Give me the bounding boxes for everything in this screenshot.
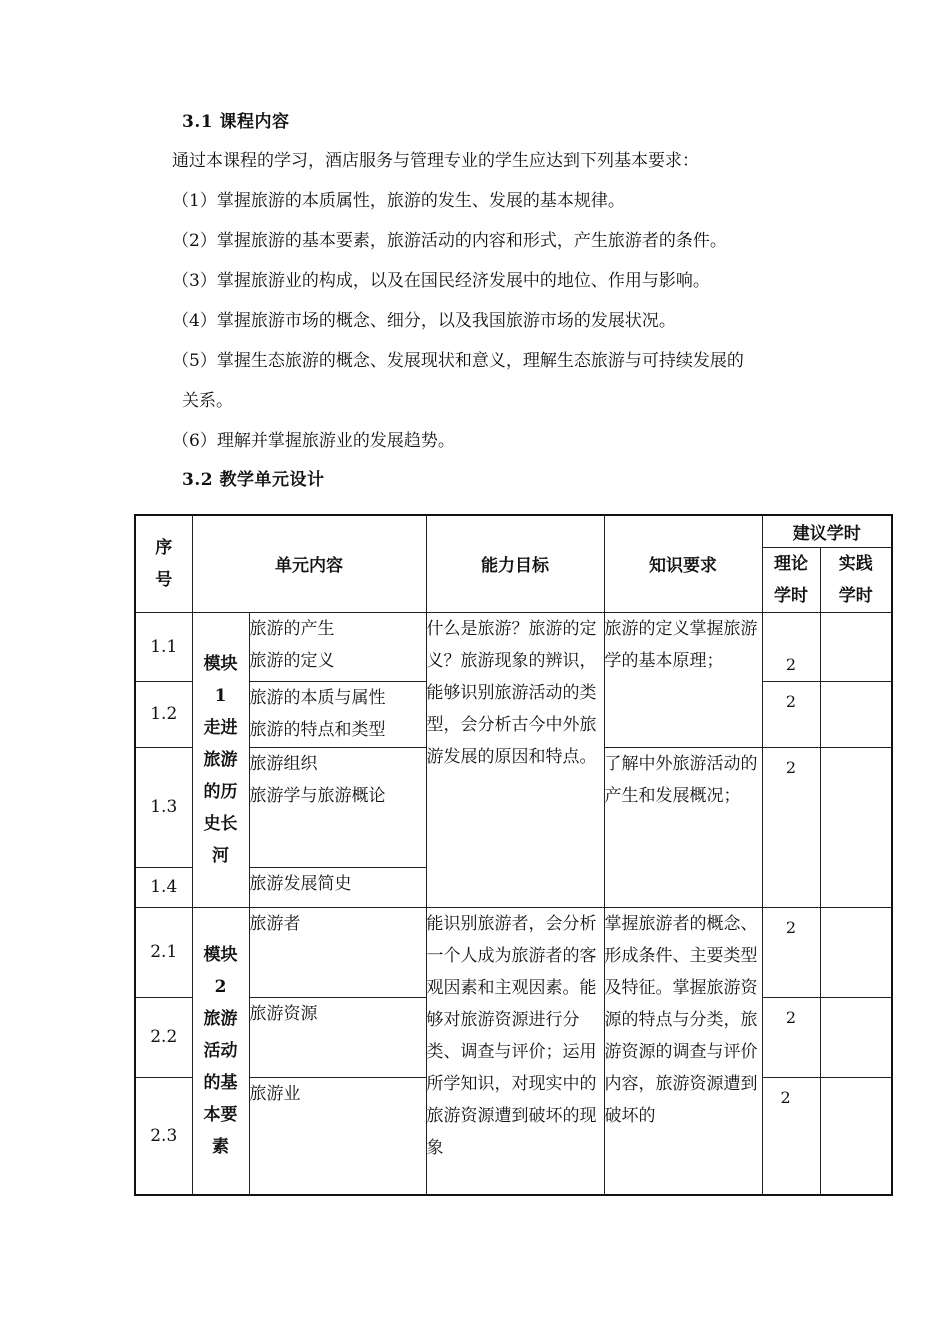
module-2-ability: 能识别旅游者，会分析一个人成为旅游者的客观因素和主观因素。能够对旅游资源进行分类、调查与评价；运用所学知识，对现实中的旅游资源遭到破坏的现象 — [426, 907, 604, 1195]
row-number: 2.1 — [135, 907, 192, 997]
requirement-item-4: （4）掌握旅游市场的概念、细分，以及我国旅游市场的发展状况。 — [172, 311, 676, 331]
row-number: 1.1 — [135, 612, 192, 681]
unit-design-table — [134, 514, 893, 1196]
practice-hours — [820, 681, 892, 747]
table-header-row — [135, 515, 892, 547]
requirement-item-5: （5）掌握生态旅游的概念、发展现状和意义，理解生态旅游与可持续发展的 — [172, 351, 744, 371]
header-practice-hours: 实践 学时 — [820, 547, 892, 612]
requirement-item-5-continuation: 关系。 — [182, 391, 233, 411]
header-unit-content: 单元内容 — [192, 515, 426, 612]
practice-hours — [820, 747, 892, 907]
header-ability: 能力目标 — [426, 515, 604, 612]
unit-content-cell: 旅游业 — [249, 1077, 426, 1195]
unit-content-cell: 旅游发展简史 — [249, 867, 426, 907]
row-number: 1.3 — [135, 747, 192, 867]
header-knowledge: 知识要求 — [604, 515, 762, 612]
theory-hours: 2 — [762, 997, 820, 1077]
unit-content-cell: 旅游者 — [249, 907, 426, 997]
unit-content-cell: 旅游资源 — [249, 997, 426, 1077]
practice-hours — [820, 612, 892, 681]
theory-hours: 2 — [762, 1077, 820, 1195]
practice-hours — [820, 1077, 892, 1195]
requirement-item-1: （1）掌握旅游的本质属性，旅游的发生、发展的基本规律。 — [172, 191, 625, 211]
module-2-label: 模块 2 旅游 活动 的基 本要 素 — [192, 907, 249, 1195]
module-1-knowledge-a: 旅游的定义掌握旅游学的基本原理； — [604, 612, 762, 747]
table-row — [135, 907, 892, 997]
row-number: 1.2 — [135, 681, 192, 747]
module-1-label: 模块 1 走进 旅游 的历 史长 河 — [192, 612, 249, 907]
header-theory-hours: 理论 学时 — [762, 547, 820, 612]
unit-content-cell: 旅游的本质与属性 旅游的特点和类型 — [249, 681, 426, 747]
section-heading-course-content: 3.1 课程内容 — [182, 112, 290, 132]
row-number: 1.4 — [135, 867, 192, 907]
requirement-item-2: （2）掌握旅游的基本要素，旅游活动的内容和形式，产生旅游者的条件。 — [172, 231, 727, 251]
theory-hours: 2 — [762, 907, 820, 997]
header-seq: 序 号 — [135, 515, 192, 612]
section-heading-unit-design: 3.2 教学单元设计 — [182, 470, 325, 490]
requirement-item-6: （6）理解并掌握旅游业的发展趋势。 — [172, 431, 455, 451]
unit-content-cell: 旅游的产生 旅游的定义 — [249, 612, 426, 681]
theory-hours: 2 — [762, 612, 820, 681]
theory-hours: 2 — [762, 747, 820, 907]
module-1-knowledge-b: 了解中外旅游活动的产生和发展概况； — [604, 747, 762, 907]
row-number: 2.3 — [135, 1077, 192, 1195]
theory-hours: 2 — [762, 681, 820, 747]
requirement-item-3: （3）掌握旅游业的构成，以及在国民经济发展中的地位、作用与影响。 — [172, 271, 710, 291]
header-suggested-hours: 建议学时 — [762, 515, 892, 547]
unit-content-cell: 旅游组织 旅游学与旅游概论 — [249, 747, 426, 867]
practice-hours — [820, 997, 892, 1077]
practice-hours — [820, 907, 892, 997]
table-row — [135, 612, 892, 681]
module-2-knowledge: 掌握旅游者的概念、形成条件、主要类型及特征。掌握旅游资源的特点与分类，旅游资源的调查与评价内容，旅游资源遭到破坏的 — [604, 907, 762, 1195]
intro-paragraph: 通过本课程的学习，酒店服务与管理专业的学生应达到下列基本要求： — [172, 151, 699, 171]
module-1-ability: 什么是旅游？旅游的定义？旅游现象的辨识，能够识别旅游活动的类型，会分析古今中外旅游发展的原因和特点。 — [426, 612, 604, 907]
row-number: 2.2 — [135, 997, 192, 1077]
